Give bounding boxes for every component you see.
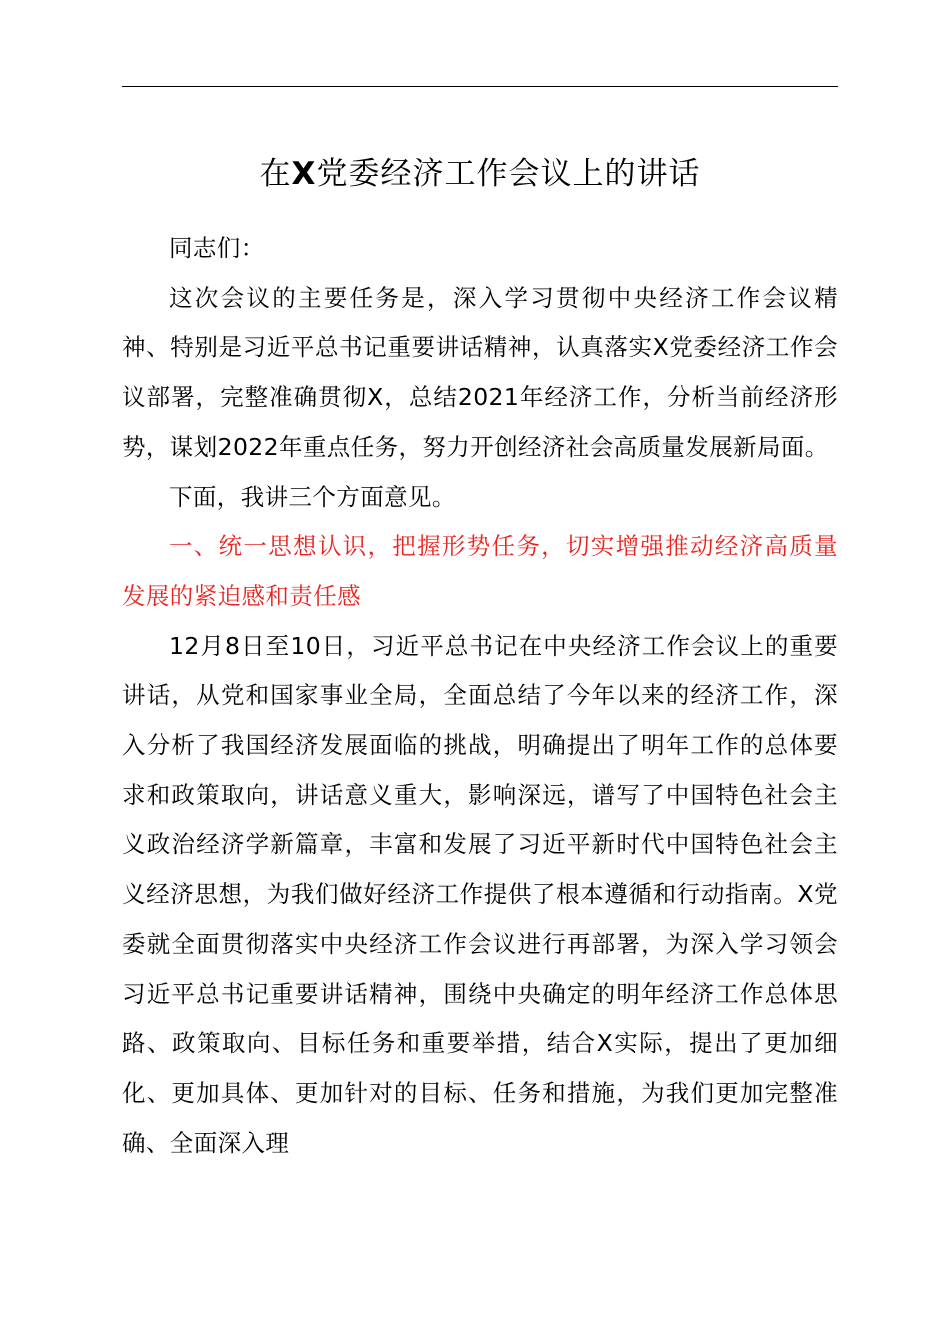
- title-suffix: 党委经济工作会议上的讲话: [316, 156, 701, 192]
- document-body: [122, 224, 838, 1168]
- body-paragraph: 这次会议的主要任务是，深入学习贯彻中央经济工作会议精神、特别是习近平总书记重要讲话精神，认真落实X党委经济工作会议部署，完整准确贯彻X，总结2021年经济工作，分析当前经济形势，谋划2022年重点任务，努力开创经济社会高质量发展新局面。: [122, 283, 838, 461]
- header-rule: [122, 86, 838, 87]
- document-title: [122, 150, 838, 198]
- body-paragraph: 下面，我讲三个方面意见。: [169, 482, 456, 511]
- salutation: 同志们：: [169, 234, 265, 262]
- title-prefix: 在: [259, 156, 292, 192]
- section-heading: 一、统一思想认识，把握形势任务，切实增强推动经济高质量发展的紧迫感和责任感: [122, 532, 838, 610]
- title-x: X: [291, 156, 317, 192]
- body-paragraph: 12月8日至10日，习近平总书记在中央经济工作会议上的重要讲话，从党和国家事业全局，全面总结了今年以来的经济工作，深入分析了我国经济发展面临的挑战，明确提出了明年工作的总体要求和政策取向，讲话意义重大，影响深远，谱写了中国特色社会主义政治经济学新篇章，丰富和发展了习近平新时代中国特色社会主义经济思想，为我们做好经济工作提供了根本遵循和行动指南。X党委就全面贯彻落实中央经济工作会议进行再部署，为深入学习领会习近平总书记重要讲话精神，围绕中央确定的明年经济工作总体思路、政策取向、目标任务和重要举措，结合X实际，提出了更加细化、更加具体、更加针对的目标、任务和措施，为我们更加完整准确、全面深入理: [122, 631, 838, 1157]
